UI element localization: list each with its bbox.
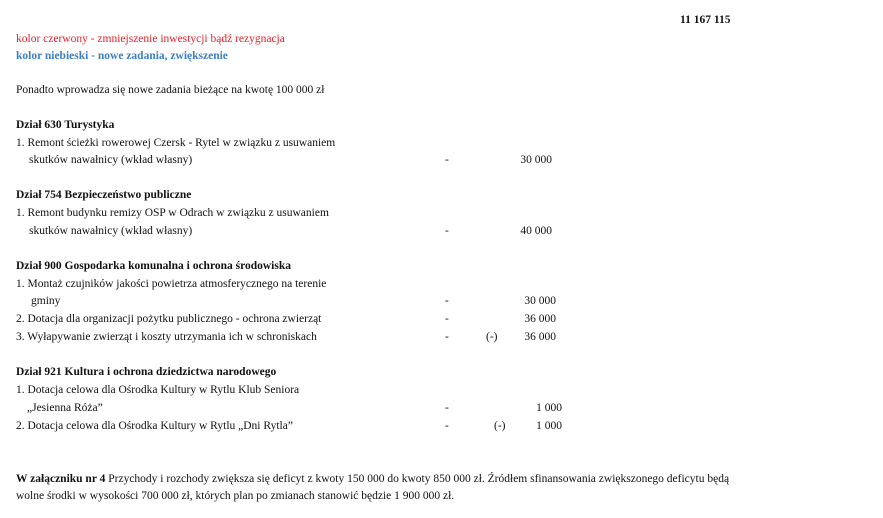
footer-bold-lead: W załączniku nr 4 — [16, 473, 106, 485]
footer-line-2: wolne środki w wysokości 700 000 zł, których plan po zmianach stanowić będzie 1 900 000 zł. — [16, 490, 455, 502]
item-dash: - — [445, 225, 449, 237]
item-amount: 30 000 — [520, 154, 552, 166]
footer-line-1 — [16, 472, 729, 486]
item-dash: - — [445, 154, 449, 166]
item-negative-sign: (-) — [494, 420, 506, 432]
item-dash: - — [445, 295, 449, 307]
item-line-cont: „Jesienna Róża” — [27, 402, 103, 414]
item-line: 1. Remont budynku remizy OSP w Odrach w związku z usuwaniem — [16, 207, 329, 219]
item-line: 3. Wyłapywanie zwierząt i koszty utrzymania ich w schroniskach — [16, 331, 317, 343]
section-heading-754: Dział 754 Bezpieczeństwo publiczne — [16, 189, 192, 201]
item-line: 2. Dotacja celowa dla Ośrodka Kultury w Rytlu „Dni Rytla” — [16, 420, 293, 432]
item-dash: - — [445, 402, 449, 414]
item-negative-sign: (-) — [486, 331, 498, 343]
item-amount: 36 000 — [524, 331, 556, 343]
intro-text: Ponadto wprowadza się nowe zadania bieżące na kwotę 100 000 zł — [16, 84, 325, 96]
item-line: 1. Dotacja celowa dla Ośrodka Kultury w Rytlu Klub Seniora — [16, 384, 300, 396]
item-line-cont: skutków nawałnicy (wkład własny) — [29, 154, 193, 166]
item-line: 2. Dotacja dla organizacji pożytku publicznego - ochrona zwierząt — [16, 313, 322, 325]
section-heading-900: Dział 900 Gospodarka komunalna i ochrona środowiska — [16, 260, 291, 272]
section-heading-630: Dział 630 Turystyka — [16, 119, 115, 131]
item-line-cont: gminy — [31, 295, 61, 307]
footer-line-1-text: Przychody i rozchody zwiększa się deficyt z kwoty 150 000 do kwoty 850 000 zł. Źródłem sfinansowania zwiększonego deficytu będą — [105, 473, 730, 485]
item-dash: - — [445, 331, 449, 343]
item-line-cont: skutków nawałnicy (wkład własny) — [29, 225, 193, 237]
item-amount: 36 000 — [524, 313, 556, 325]
item-amount: 1 000 — [536, 420, 562, 432]
item-line: 1. Remont ścieżki rowerowej Czersk - Rytel w związku z usuwaniem — [16, 137, 336, 149]
top-total: 11 167 115 — [680, 14, 731, 26]
section-heading-921: Dział 921 Kultura i ochrona dziedzictwa narodowego — [16, 366, 277, 378]
item-amount: 40 000 — [520, 225, 552, 237]
item-amount: 1 000 — [536, 402, 562, 414]
item-dash: - — [445, 313, 449, 325]
item-amount: 30 000 — [524, 295, 556, 307]
legend-red: kolor czerwony - zmniejszenie inwestycji bądź rezygnacja — [16, 33, 285, 45]
item-dash: - — [445, 420, 449, 432]
legend-blue: kolor niebieski - nowe zadania, zwiększenie — [16, 50, 228, 62]
item-line: 1. Montaż czujników jakości powietrza atmosferycznego na terenie — [16, 278, 327, 290]
